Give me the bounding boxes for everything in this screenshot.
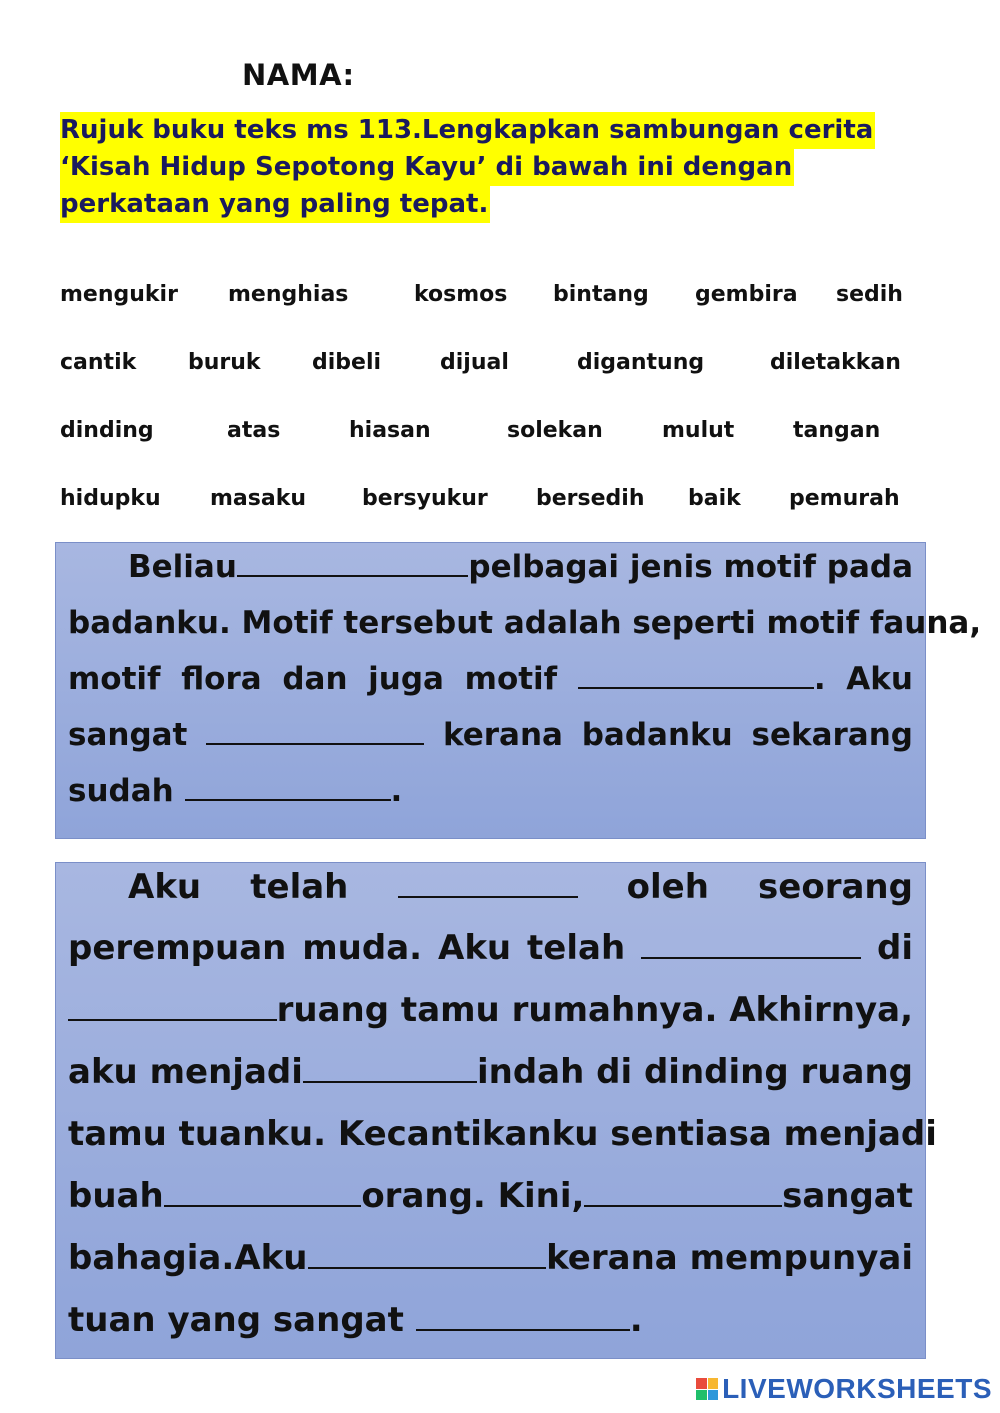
word-chip[interactable]: buruk [188, 350, 261, 375]
word-chip[interactable]: bintang [553, 282, 649, 307]
passage-1-box [55, 542, 982, 839]
word-chip[interactable]: mulut [662, 418, 735, 443]
passage-text: . [390, 773, 403, 809]
word-chip[interactable]: bersyukur [362, 486, 488, 511]
passage-1-line-3 [68, 661, 913, 697]
passage-text: . [629, 1300, 643, 1340]
passage-2-box [55, 862, 937, 1359]
name-label: NAMA: [242, 58, 355, 92]
passage-text: flora [181, 661, 262, 697]
passage-text: juga [368, 661, 444, 697]
answer-blank[interactable] [308, 1266, 546, 1269]
passage-text: sangat [782, 1176, 913, 1216]
answer-blank[interactable] [578, 686, 814, 689]
word-chip[interactable]: dibeli [312, 350, 382, 375]
passage-text: tuan yang sangat [68, 1300, 404, 1340]
passage-1-line-1 [128, 549, 913, 585]
word-chip[interactable]: kosmos [414, 282, 508, 307]
passage-2-line-5 [68, 1114, 937, 1154]
instruction-line-2: ‘Kisah Hidup Sepotong Kayu’ di bawah ini dengan [60, 149, 794, 186]
word-chip[interactable]: hidupku [60, 486, 161, 511]
instruction-line-3: perkataan yang paling tepat. [60, 186, 490, 223]
passage-text: sekarang [751, 717, 913, 753]
word-chip[interactable]: digantung [577, 350, 705, 375]
word-chip[interactable]: hiasan [349, 418, 431, 443]
passage-2-line-6 [68, 1176, 913, 1216]
passage-text: sangat [68, 717, 188, 753]
passage-text: buah [68, 1176, 164, 1216]
passage-text: di [876, 928, 913, 968]
word-chip[interactable]: atas [227, 418, 281, 443]
liveworksheets-logo [696, 1373, 992, 1405]
passage-text: sudah [68, 773, 174, 809]
passage-text: ruang tamu rumahnya. Akhirnya, [276, 990, 913, 1030]
passage-text: orang. Kini, [361, 1176, 585, 1216]
word-chip[interactable]: solekan [507, 418, 603, 443]
passage-2-line-8 [68, 1300, 913, 1340]
passage-text: pelbagai jenis motif pada [468, 549, 913, 585]
passage-1-line-2 [68, 605, 982, 641]
passage-text: aku menjadi [68, 1052, 303, 1092]
word-chip[interactable]: dinding [60, 418, 154, 443]
answer-blank[interactable] [303, 1080, 477, 1083]
passage-text: muda. [302, 928, 423, 968]
word-chip[interactable]: cantik [60, 350, 137, 375]
passage-text: indah di dinding ruang [476, 1052, 913, 1092]
passage-text: motif [464, 661, 558, 697]
passage-text: telah [250, 867, 349, 907]
passage-text: . [813, 661, 826, 697]
passage-1-line-5 [68, 773, 913, 809]
passage-text: badanku [581, 717, 733, 753]
word-chip[interactable]: pemurah [789, 486, 900, 511]
passage-text: seorang [758, 867, 913, 907]
word-chip[interactable]: baik [688, 486, 741, 511]
word-chip[interactable]: bersedih [536, 486, 645, 511]
passage-text: kerana [442, 717, 563, 753]
word-chip[interactable]: gembira [695, 282, 798, 307]
passage-2-line-7 [68, 1238, 913, 1278]
answer-blank[interactable] [68, 1018, 277, 1021]
passage-text: telah [527, 928, 626, 968]
word-chip[interactable]: masaku [210, 486, 307, 511]
answer-blank[interactable] [416, 1328, 630, 1331]
word-chip[interactable]: diletakkan [770, 350, 901, 375]
passage-text: Aku [846, 661, 913, 697]
answer-blank[interactable] [237, 574, 468, 577]
passage-text: perempuan [68, 928, 287, 968]
passage-2-line-3 [68, 990, 913, 1030]
passage-text: oleh [626, 867, 709, 907]
passage-text: tamu tuanku. Kecantikanku sentiasa menjadi [68, 1114, 937, 1154]
passage-text: badanku. Motif tersebut adalah seperti motif fauna, [68, 605, 982, 641]
word-chip[interactable]: dijual [440, 350, 509, 375]
answer-blank[interactable] [185, 798, 391, 801]
passage-text: Aku [128, 867, 202, 907]
passage-text: bahagia.Aku [68, 1238, 308, 1278]
passage-2-line-4 [68, 1052, 913, 1092]
passage-text: Aku [438, 928, 512, 968]
passage-1-line-4 [68, 717, 913, 753]
passage-text: dan [282, 661, 348, 697]
answer-blank[interactable] [584, 1204, 782, 1207]
answer-blank[interactable] [641, 956, 861, 959]
passage-text: motif [68, 661, 161, 697]
answer-blank[interactable] [164, 1204, 362, 1207]
passage-2-line-1 [128, 867, 913, 907]
brand-name: LIVEWORKSHEETS [722, 1373, 992, 1404]
word-chip[interactable]: mengukir [60, 282, 178, 307]
passage-2-line-2 [68, 928, 913, 968]
word-chip[interactable]: tangan [793, 418, 881, 443]
answer-blank[interactable] [206, 742, 424, 745]
instruction-line-1: Rujuk buku teks ms 113.Lengkapkan sambungan cerita [60, 112, 875, 149]
word-chip[interactable]: sedih [836, 282, 903, 307]
liveworksheets-icon [696, 1378, 718, 1400]
passage-text: kerana mempunyai [546, 1238, 913, 1278]
word-chip[interactable]: menghias [228, 282, 349, 307]
answer-blank[interactable] [398, 895, 578, 898]
passage-text: Beliau [128, 549, 237, 585]
instruction-text [60, 112, 940, 223]
